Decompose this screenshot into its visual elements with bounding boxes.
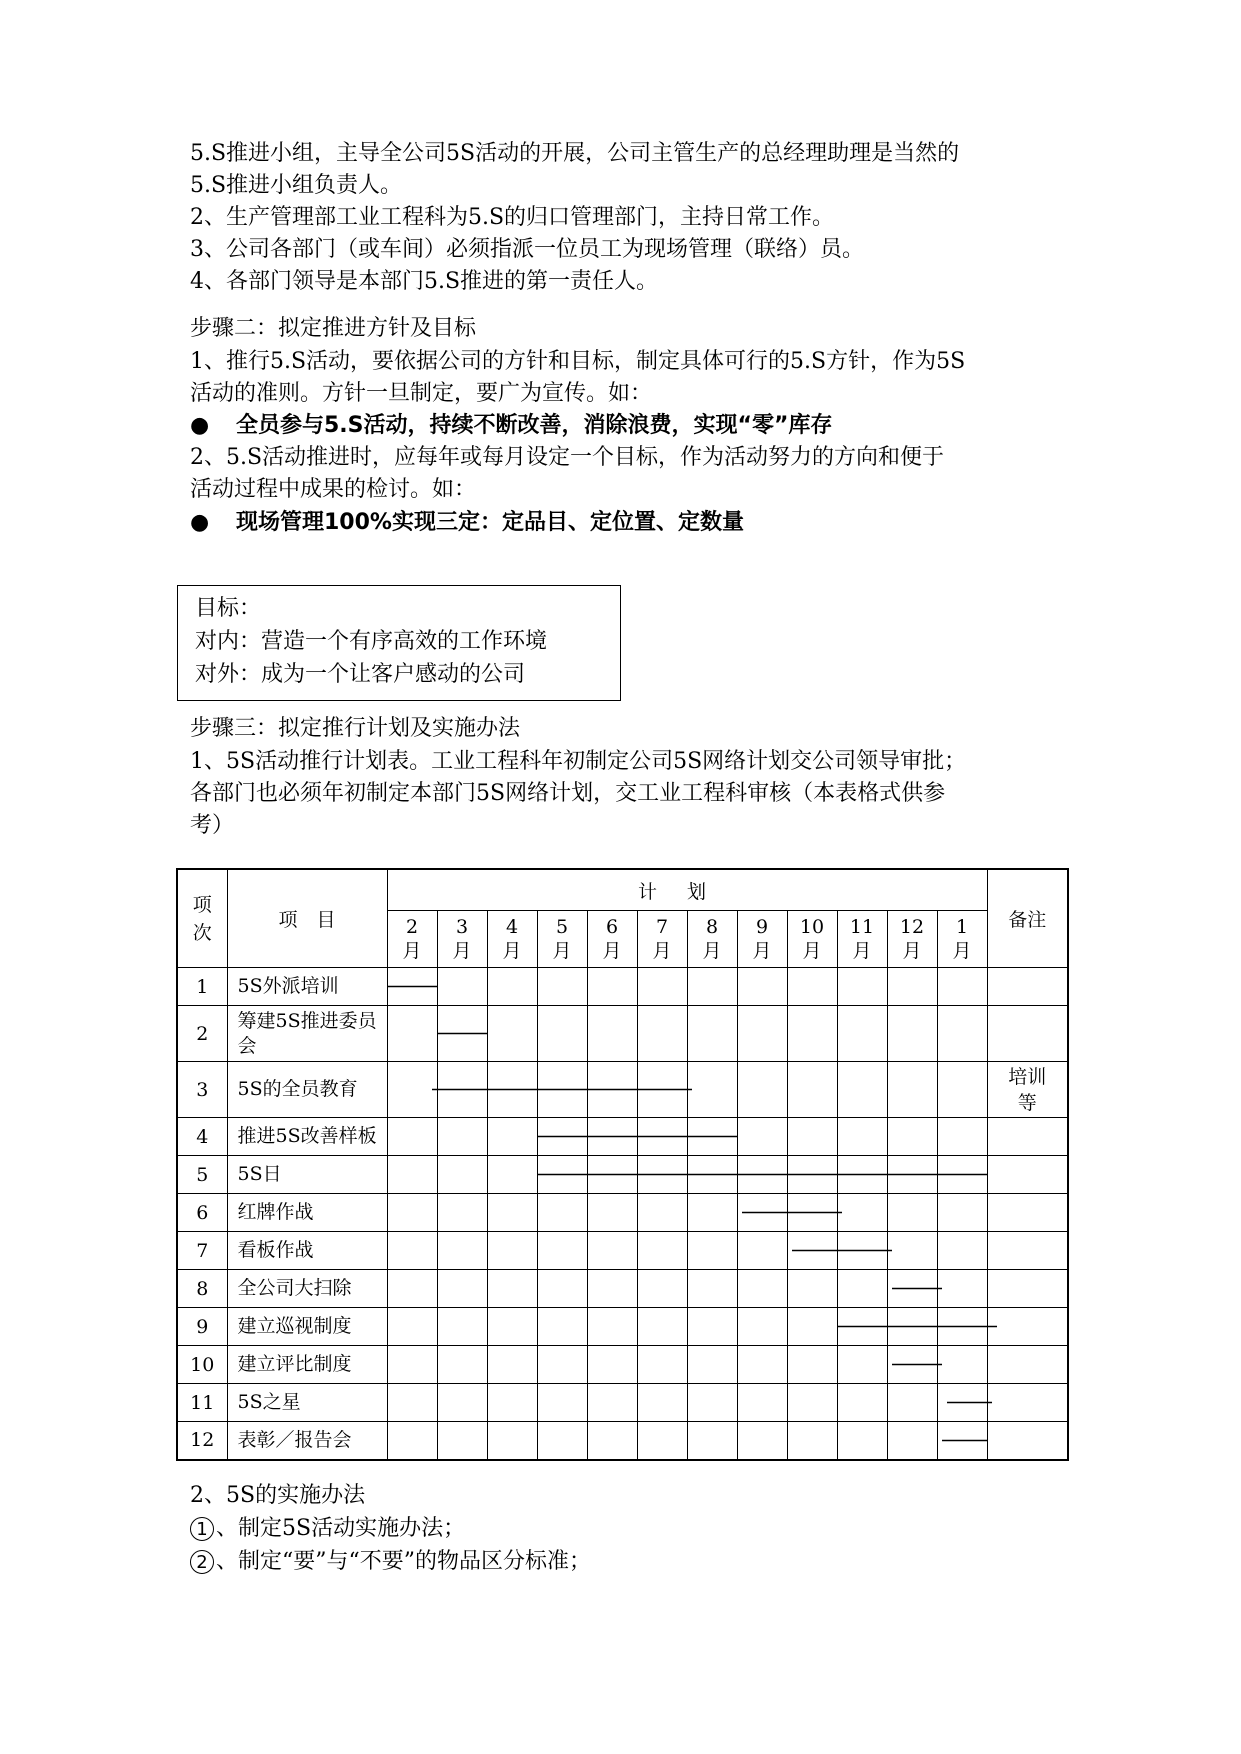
circled-number: 2 [190, 1550, 214, 1574]
month-number: 3 [455, 916, 469, 938]
list-item-text: 、制定5S活动实施办法； [216, 1516, 466, 1541]
row-note [987, 1346, 1068, 1384]
table-row [177, 1194, 1068, 1232]
month-cell [937, 1156, 987, 1194]
goal-external: 对外：成为一个让客户感动的公司 [195, 662, 526, 687]
list-item [190, 1513, 465, 1545]
row-index: 8 [177, 1270, 227, 1308]
month-cell [887, 968, 937, 1006]
plan-body [177, 968, 1068, 1460]
month-cell [537, 1308, 587, 1346]
month-cell [537, 1346, 587, 1384]
month-cell [737, 1270, 787, 1308]
month-cell [787, 1118, 837, 1156]
month-cell [487, 968, 537, 1006]
row-note [987, 1156, 1068, 1194]
row-note-text: 培训等 [1008, 1065, 1047, 1114]
month-cell [787, 1346, 837, 1384]
month-cell [787, 1422, 837, 1460]
row-item: 表彰／报告会 [227, 1422, 387, 1460]
month-unit: 月 [452, 940, 472, 962]
month-cell [937, 1270, 987, 1308]
table-row [177, 1422, 1068, 1460]
month-number: 6 [605, 916, 619, 938]
month-header-cell [537, 911, 587, 968]
month-cell [637, 1232, 687, 1270]
month-cell [837, 1346, 887, 1384]
header-note: 备注 [987, 869, 1068, 968]
paragraph-line: 2、生产管理部工业工程科为5.S的归口管理部门，主持日常工作。 [190, 205, 835, 230]
month-cell [487, 1156, 537, 1194]
month-cell [737, 1232, 787, 1270]
month-unit: 月 [802, 940, 822, 962]
month-cell [837, 1308, 887, 1346]
month-cell [437, 968, 487, 1006]
month-number: 1 [955, 916, 969, 938]
table-row [177, 1308, 1068, 1346]
month-cell [837, 1384, 887, 1422]
month-cell [887, 1422, 937, 1460]
row-index: 2 [177, 1006, 227, 1062]
month-cell [387, 1118, 437, 1156]
month-cell [537, 1384, 587, 1422]
month-header-cell [937, 911, 987, 968]
month-cell [887, 1346, 937, 1384]
month-cell [837, 1232, 887, 1270]
month-cell [787, 1194, 837, 1232]
table-row [177, 1118, 1068, 1156]
month-cell [787, 1006, 837, 1062]
month-unit: 月 [652, 940, 672, 962]
row-note [987, 1308, 1068, 1346]
month-cell [637, 1346, 687, 1384]
month-header-cell [637, 911, 687, 968]
month-cell [687, 1118, 737, 1156]
month-cell [437, 1346, 487, 1384]
month-cell [937, 1232, 987, 1270]
row-item: 5S之星 [227, 1384, 387, 1422]
goal-internal: 对内：营造一个有序高效的工作环境 [195, 629, 548, 654]
month-cell [687, 1308, 737, 1346]
month-cell [437, 1194, 487, 1232]
month-cell [387, 1232, 437, 1270]
month-unit: 月 [952, 940, 972, 962]
month-cell [687, 1346, 737, 1384]
table-row [177, 1270, 1068, 1308]
list-item-text: 、制定“要”与“不要”的物品区分标准； [216, 1549, 591, 1574]
month-cell [537, 1232, 587, 1270]
month-cell [687, 1384, 737, 1422]
paragraph-line: 4、各部门领导是本部门5.S推进的第一责任人。 [190, 269, 659, 294]
month-cell [737, 1422, 787, 1460]
row-index: 10 [177, 1346, 227, 1384]
row-item: 全公司大扫除 [227, 1270, 387, 1308]
table-row [177, 1384, 1068, 1422]
month-unit: 月 [702, 940, 722, 962]
month-header-cell [437, 911, 487, 968]
month-cell [687, 1194, 737, 1232]
row-item: 筹建5S推进委员会 [227, 1006, 387, 1062]
month-cell [537, 968, 587, 1006]
month-unit: 月 [602, 940, 622, 962]
month-cell [737, 1118, 787, 1156]
month-cell [437, 1232, 487, 1270]
month-cell [537, 1194, 587, 1232]
month-cell [887, 1308, 937, 1346]
month-cell [837, 1194, 887, 1232]
month-unit: 月 [752, 940, 772, 962]
month-cell [587, 1156, 637, 1194]
row-index: 5 [177, 1156, 227, 1194]
month-cell [837, 1006, 887, 1062]
row-index: 9 [177, 1308, 227, 1346]
month-cell [537, 1062, 587, 1118]
month-cell [587, 1118, 637, 1156]
table-row [177, 1232, 1068, 1270]
month-cell [837, 1156, 887, 1194]
month-cell [587, 1232, 637, 1270]
month-cell [737, 1062, 787, 1118]
month-cell [787, 1384, 837, 1422]
month-header-cell [487, 911, 537, 968]
row-note [987, 1232, 1068, 1270]
month-cell [387, 1062, 437, 1118]
month-unit: 月 [552, 940, 572, 962]
month-cell [737, 1308, 787, 1346]
row-item: 建立评比制度 [227, 1346, 387, 1384]
row-item: 建立巡视制度 [227, 1308, 387, 1346]
month-cell [537, 1422, 587, 1460]
month-number: 9 [755, 916, 769, 938]
bullet-icon: ● [190, 510, 210, 535]
month-cell [937, 1062, 987, 1118]
month-cell [437, 1422, 487, 1460]
table-row [177, 1156, 1068, 1194]
paragraph-line: 3、公司各部门（或车间）必须指派一位员工为现场管理（联络）员。 [190, 237, 864, 262]
month-cell [487, 1384, 537, 1422]
month-cell [587, 1270, 637, 1308]
month-unit: 月 [502, 940, 522, 962]
row-index: 11 [177, 1384, 227, 1422]
paragraph-line: 1、推行5.S活动，要依据公司的方针和目标，制定具体可行的5.S方针，作为5S [190, 349, 966, 374]
month-cell [637, 1384, 687, 1422]
table-row [177, 968, 1068, 1006]
month-cell [487, 1118, 537, 1156]
row-note [987, 968, 1068, 1006]
paragraph-line: 5.S推进小组负责人。 [190, 173, 403, 198]
bullet-item [190, 507, 744, 539]
month-unit: 月 [852, 940, 872, 962]
month-header-cell [687, 911, 737, 968]
month-number: 4 [505, 916, 519, 938]
month-cell [537, 1156, 587, 1194]
month-cell [587, 1006, 637, 1062]
month-cell [837, 1062, 887, 1118]
month-cell [887, 1232, 937, 1270]
paragraph-line: 2、5S的实施办法 [190, 1483, 366, 1508]
month-cell [687, 1232, 737, 1270]
plan-table [176, 868, 1069, 1461]
bullet-text: 现场管理100%实现三定：定品目、定位置、定数量 [236, 510, 744, 535]
month-cell [937, 968, 987, 1006]
paragraph-line: 1、5S活动推行计划表。工业工程科年初制定公司5S网络计划交公司领导审批； [190, 749, 967, 774]
bullet-icon: ● [190, 413, 210, 438]
row-item: 5S的全员教育 [227, 1062, 387, 1118]
month-cell [487, 1006, 537, 1062]
month-cell [637, 1118, 687, 1156]
row-index: 4 [177, 1118, 227, 1156]
month-cell [387, 1422, 437, 1460]
paragraph-line: 考） [190, 813, 235, 838]
month-cell [637, 1270, 687, 1308]
month-cell [737, 1384, 787, 1422]
month-cell [387, 1308, 437, 1346]
row-note [987, 1422, 1068, 1460]
row-item: 5S外派培训 [227, 968, 387, 1006]
bullet-text: 全员参与5.S活动，持续不断改善，消除浪费，实现“零”库存 [236, 413, 833, 438]
month-cell [737, 1006, 787, 1062]
month-cell [387, 1194, 437, 1232]
month-cell [387, 1006, 437, 1062]
month-number: 11 [849, 916, 875, 938]
month-unit: 月 [902, 940, 922, 962]
row-item: 推进5S改善样板 [227, 1118, 387, 1156]
paragraph-line: 2、5.S活动推进时，应每年或每月设定一个目标，作为活动努力的方向和便于 [190, 445, 945, 470]
month-cell [587, 1308, 637, 1346]
month-cell [537, 1270, 587, 1308]
month-cell [787, 1232, 837, 1270]
month-cell [787, 1156, 837, 1194]
month-cell [587, 1194, 637, 1232]
table-row [177, 1006, 1068, 1062]
month-cell [787, 968, 837, 1006]
month-cell [737, 968, 787, 1006]
month-cell [637, 1194, 687, 1232]
month-cell [437, 1308, 487, 1346]
month-cell [587, 1384, 637, 1422]
bullet-item [190, 410, 832, 442]
month-header-cell [787, 911, 837, 968]
row-note [987, 1118, 1068, 1156]
month-cell [637, 1062, 687, 1118]
month-number: 8 [705, 916, 719, 938]
month-cell [437, 1384, 487, 1422]
month-unit: 月 [402, 940, 422, 962]
row-index: 7 [177, 1232, 227, 1270]
month-cell [537, 1006, 587, 1062]
month-cell [737, 1156, 787, 1194]
month-cell [687, 1422, 737, 1460]
month-cell [837, 1118, 887, 1156]
row-index: 3 [177, 1062, 227, 1118]
month-cell [787, 1062, 837, 1118]
row-note [987, 1270, 1068, 1308]
month-cell [937, 1006, 987, 1062]
month-cell [887, 1270, 937, 1308]
month-cell [637, 1156, 687, 1194]
month-header-cell [737, 911, 787, 968]
month-cell [937, 1346, 987, 1384]
row-note [987, 1006, 1068, 1062]
month-cell [487, 1270, 537, 1308]
month-header-cell [837, 911, 887, 968]
month-cell [487, 1062, 537, 1118]
month-cell [837, 1270, 887, 1308]
paragraph-line: 5.S推进小组，主导全公司5S活动的开展，公司主管生产的总经理助理是当然的 [190, 141, 960, 166]
month-cell [737, 1346, 787, 1384]
month-cell [387, 1156, 437, 1194]
month-cell [637, 968, 687, 1006]
month-cell [937, 1422, 987, 1460]
month-cell [437, 1156, 487, 1194]
month-cell [587, 968, 637, 1006]
month-cell [687, 1156, 737, 1194]
month-cell [637, 1308, 687, 1346]
row-index: 6 [177, 1194, 227, 1232]
month-cell [887, 1156, 937, 1194]
month-cell [487, 1232, 537, 1270]
month-cell [937, 1194, 987, 1232]
month-number: 2 [405, 916, 419, 938]
month-cell [687, 1006, 737, 1062]
month-cell [387, 1270, 437, 1308]
month-cell [787, 1308, 837, 1346]
section-heading-step3: 步骤三：拟定推行计划及实施办法 [190, 716, 521, 741]
month-number: 10 [799, 916, 825, 938]
month-cell [437, 1006, 487, 1062]
month-cell [887, 1006, 937, 1062]
header-item: 项 目 [227, 869, 387, 968]
month-cell [587, 1062, 637, 1118]
month-cell [687, 1270, 737, 1308]
header-index: 项次 [177, 869, 227, 968]
row-index: 12 [177, 1422, 227, 1460]
month-cell [487, 1346, 537, 1384]
month-cell [387, 1346, 437, 1384]
month-cell [587, 1422, 637, 1460]
row-item: 红牌作战 [227, 1194, 387, 1232]
row-note [987, 1194, 1068, 1232]
month-cell [387, 1384, 437, 1422]
month-cell [637, 1422, 687, 1460]
month-cell [487, 1308, 537, 1346]
month-cell [437, 1118, 487, 1156]
month-cell [487, 1194, 537, 1232]
list-item [190, 1546, 591, 1578]
table-row [177, 1346, 1068, 1384]
month-cell [937, 1118, 987, 1156]
row-item: 看板作战 [227, 1232, 387, 1270]
month-cell [887, 1118, 937, 1156]
table-row [177, 1062, 1068, 1118]
month-cell [887, 1384, 937, 1422]
month-number: 5 [555, 916, 569, 938]
month-cell [837, 1422, 887, 1460]
row-note [987, 1384, 1068, 1422]
month-cell [737, 1194, 787, 1232]
month-header-cell [887, 911, 937, 968]
month-cell [687, 1062, 737, 1118]
month-cell [687, 968, 737, 1006]
section-heading-step2: 步骤二：拟定推进方针及目标 [190, 316, 477, 341]
month-header-cell [387, 911, 437, 968]
month-cell [937, 1308, 987, 1346]
circled-number: 1 [190, 1517, 214, 1541]
month-number: 7 [655, 916, 669, 938]
goal-box [177, 585, 621, 701]
paragraph-line: 活动的准则。方针一旦制定，要广为宣传。如： [190, 381, 653, 406]
header-plan: 计划 [387, 869, 987, 911]
month-cell [887, 1062, 937, 1118]
month-cell [587, 1346, 637, 1384]
month-cell [787, 1270, 837, 1308]
month-cell [637, 1006, 687, 1062]
month-number: 12 [899, 916, 925, 938]
row-note [987, 1062, 1068, 1118]
month-cell [437, 1270, 487, 1308]
paragraph-line: 各部门也必须年初制定本部门5S网络计划，交工业工程科审核（本表格式供参 [190, 781, 946, 806]
month-cell [837, 968, 887, 1006]
month-cell [937, 1384, 987, 1422]
month-header-cell [587, 911, 637, 968]
paragraph-line: 活动过程中成果的检讨。如： [190, 477, 477, 502]
month-cell [537, 1118, 587, 1156]
month-cell [887, 1194, 937, 1232]
month-cell [437, 1062, 487, 1118]
row-item: 5S日 [227, 1156, 387, 1194]
row-index: 1 [177, 968, 227, 1006]
month-cell [387, 968, 437, 1006]
goal-title: 目标： [195, 596, 262, 621]
month-cell [487, 1422, 537, 1460]
